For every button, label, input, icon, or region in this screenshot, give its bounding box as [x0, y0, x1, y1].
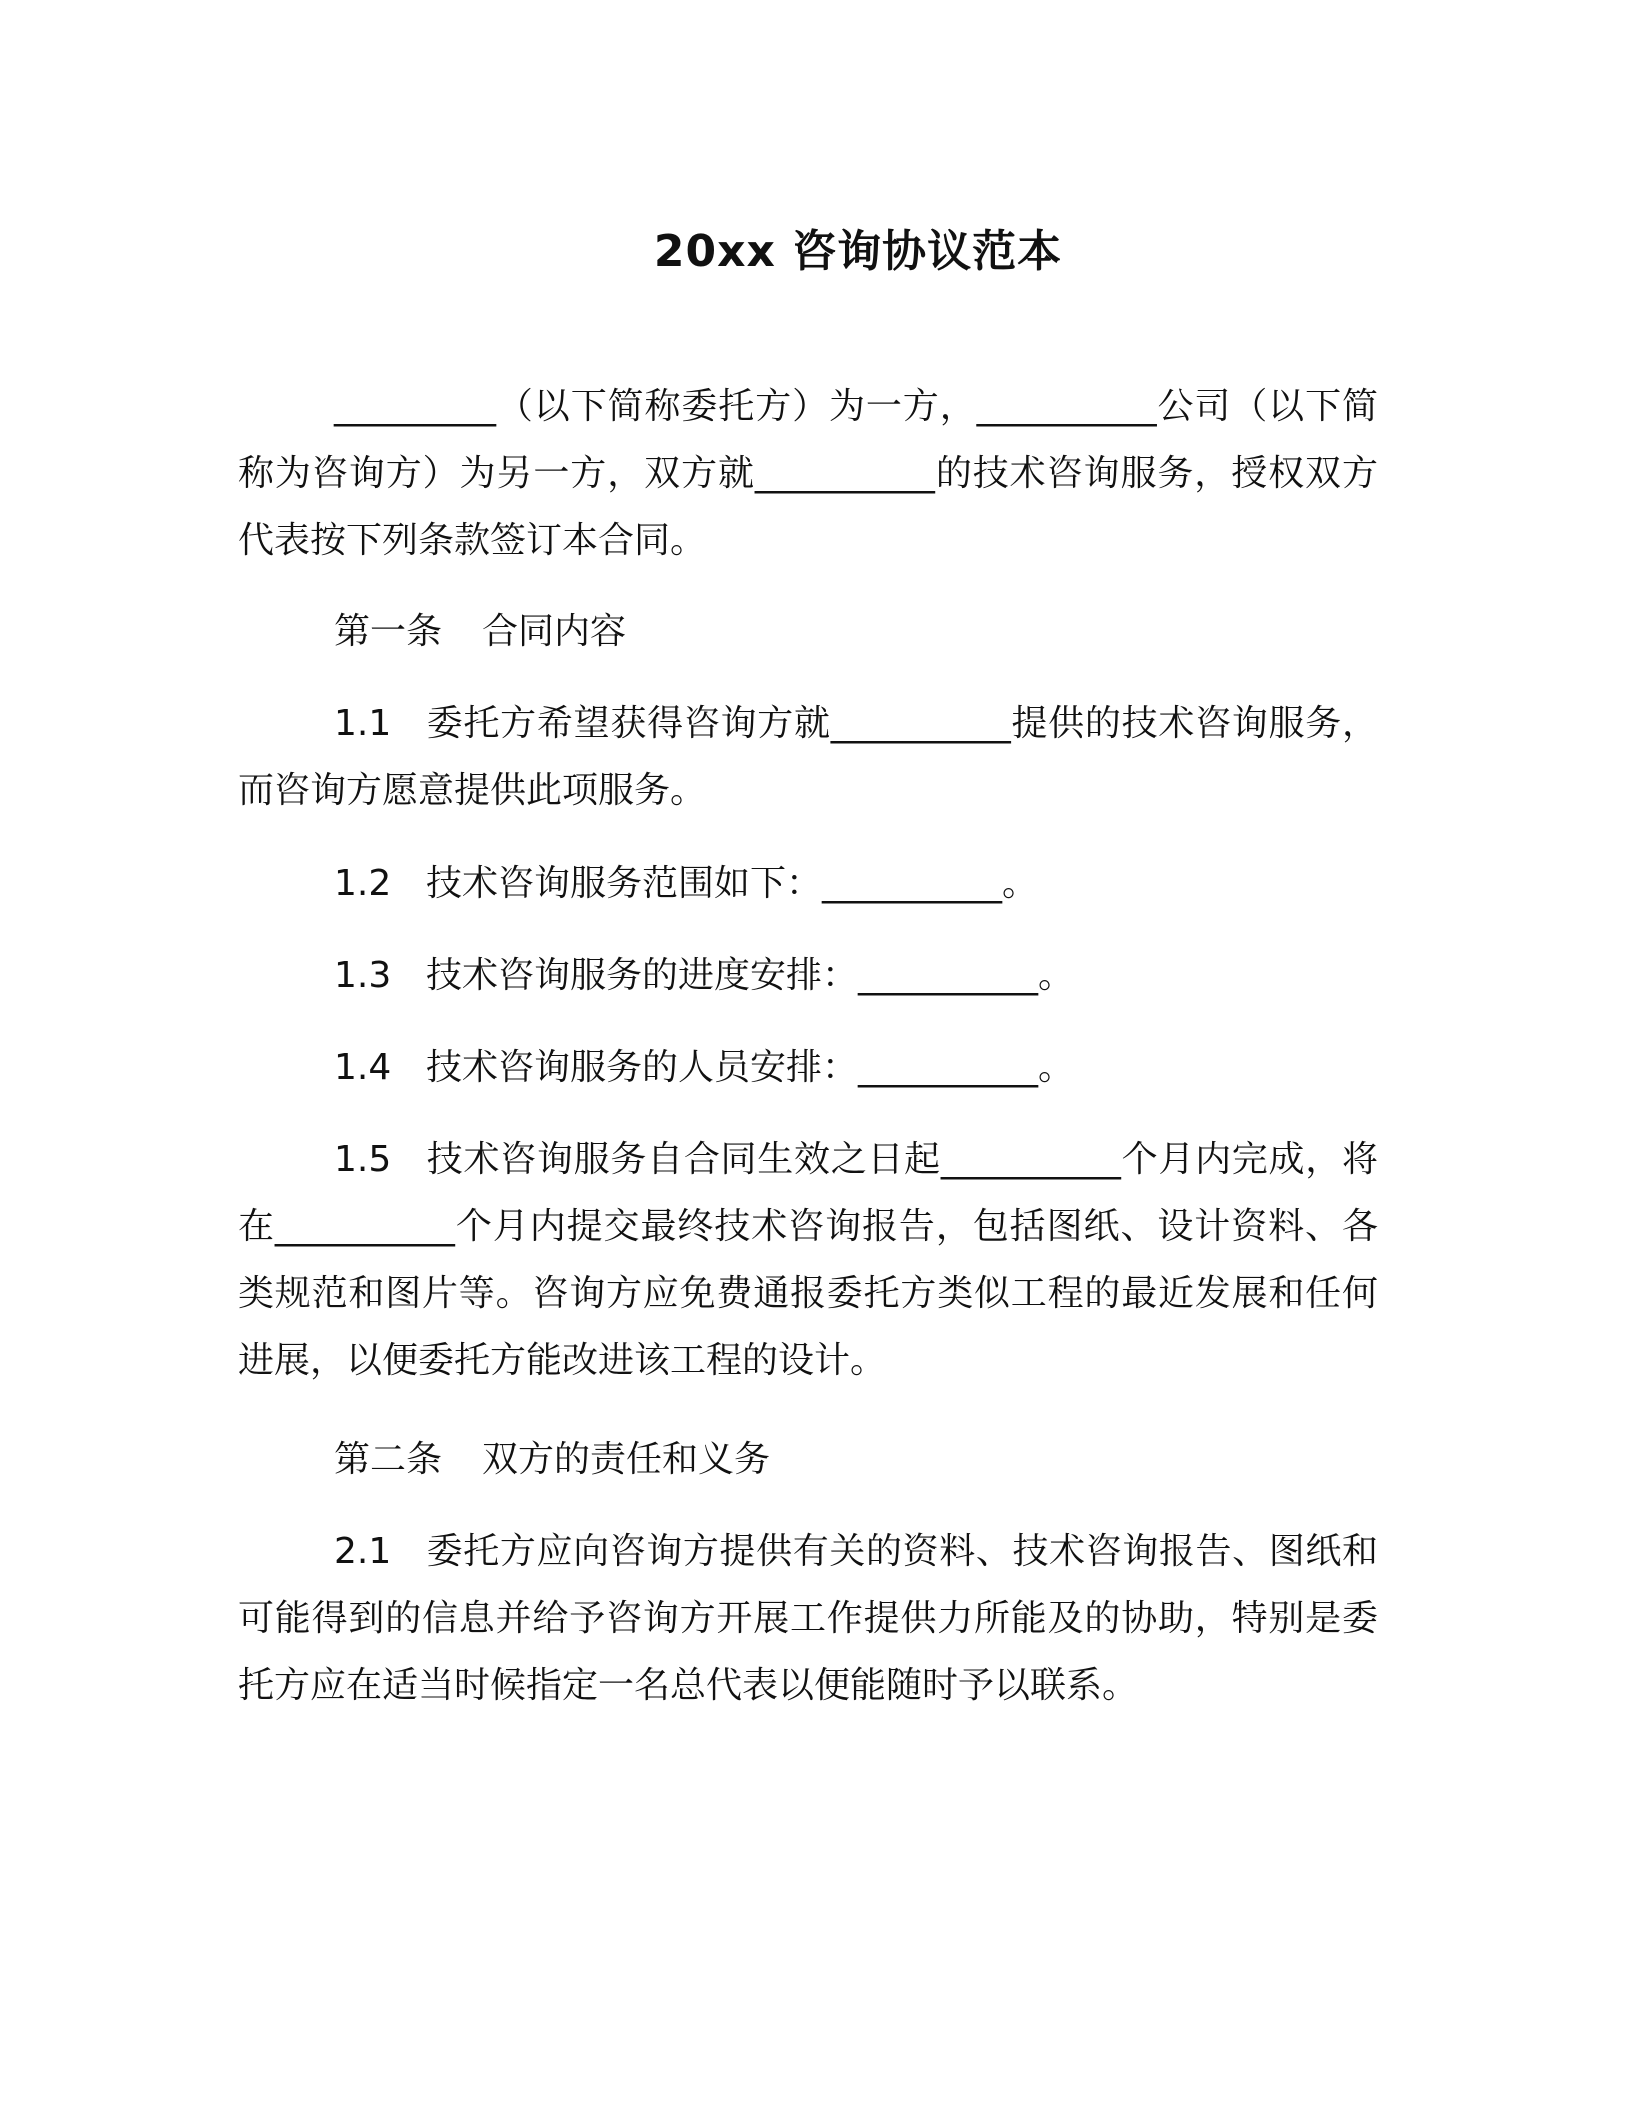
- clause-1-1-text: 委托方希望获得咨询方就__________提供的技术咨询服务，而咨询方愿意提供此项服务。: [238, 703, 1378, 811]
- clause-1-1-number: 1.1: [334, 703, 392, 744]
- article-1-number: 第一条: [334, 611, 443, 652]
- clause-1-3: [238, 942, 1378, 1009]
- clause-1-5-number: 1.5: [334, 1139, 392, 1180]
- article-1-title: 合同内容: [482, 611, 627, 652]
- clause-1-2-text: 技术咨询服务范围如下：__________。: [426, 863, 1039, 904]
- clause-1-4-number: 1.4: [334, 1047, 392, 1088]
- clause-2-1: [238, 1518, 1378, 1719]
- article-2-number: 第二条: [334, 1439, 443, 1480]
- clause-1-3-text: 技术咨询服务的进度安排：__________。: [426, 955, 1075, 996]
- article-2-title: 双方的责任和义务: [482, 1439, 771, 1480]
- clause-1-5: [238, 1126, 1378, 1394]
- clause-1-4: [238, 1034, 1378, 1101]
- clause-2-1-number: 2.1: [334, 1531, 392, 1572]
- clause-1-4-text: 技术咨询服务的人员安排：__________。: [426, 1047, 1075, 1088]
- article-2-heading: [238, 1426, 1378, 1493]
- clause-1-1: [238, 690, 1378, 824]
- intro-paragraph: _________（以下简称委托方）为一方，__________公司（以下简称为咨询方）为另一方，双方就__________的技术咨询服务，授权双方代表按下列条款签订本合同。: [238, 386, 1378, 561]
- clause-1-2: [238, 850, 1378, 917]
- article-1-heading: [238, 598, 1378, 665]
- document-title: 20xx 咨询协议范本: [653, 226, 1063, 277]
- clause-1-2-number: 1.2: [334, 863, 392, 904]
- clause-1-3-number: 1.3: [334, 955, 392, 996]
- clause-2-1-text: 委托方应向咨询方提供有关的资料、技术咨询报告、图纸和可能得到的信息并给予咨询方开展工作提供力所能及的协助，特别是委托方应在适当时候指定一名总代表以便能随时予以联系。: [238, 1531, 1378, 1706]
- clause-1-5-text: 技术咨询服务自合同生效之日起__________个月内完成，将在__________个月内提交最终技术咨询报告，包括图纸、设计资料、各类规范和图片等。咨询方应免费通报委托方类似工程的最近发展和任何进展，以便委托方能改进该工程的设计。: [238, 1139, 1378, 1381]
